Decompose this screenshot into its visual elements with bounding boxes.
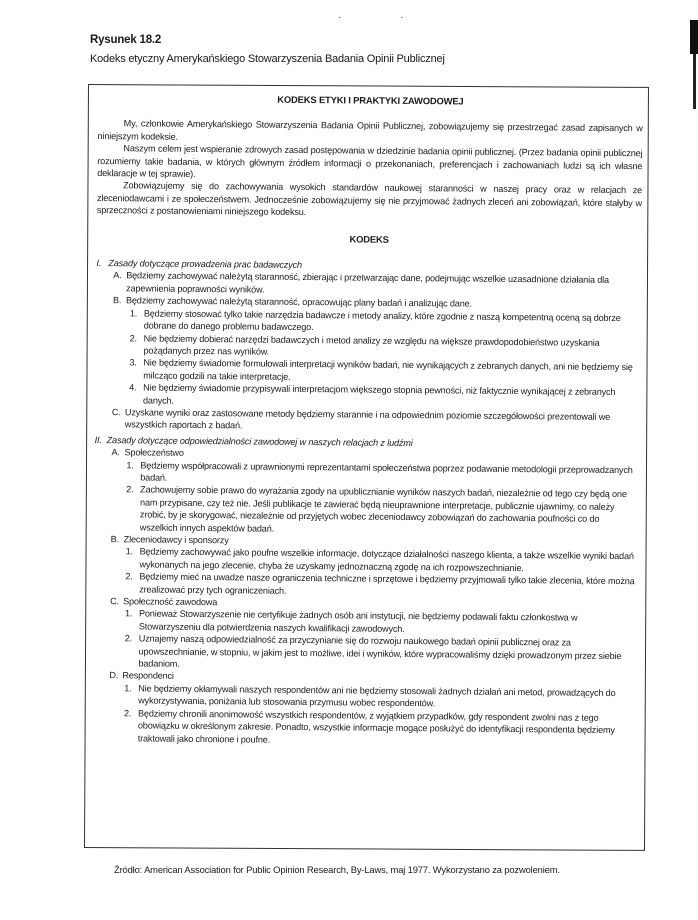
group-marker: A.: [111, 447, 120, 458]
subitem-text: Będziemy współpracowali z uprawnionymi reprezentantami społeczeństwa poprzez podawanie metodologii przeprowadzanych badań.: [140, 459, 633, 483]
subitem-marker: 1.: [129, 308, 138, 319]
subitem-marker: 2.: [124, 633, 133, 644]
item-marker: B.: [112, 295, 122, 306]
intro-paragraph: Naszym celem jest wspieranie zdrowych zasad postępowania w dziedzinie badania opinii publicznej. (Przez badania opinii publicznej rozumiemy takie badania, w których głównym źródłem informacji o przekonaniach, preferencjach i zachowaniach ludzi są ich własne deklaracje w tej sprawie).: [97, 143, 643, 179]
figure-label: Rysunek 18.2: [90, 34, 162, 46]
subitem-marker: 2.: [126, 484, 134, 495]
subitem-text: Zachowujemy sobie prawo do wyrażania zgody na upublicznianie wyników naszych badań, niezależnie od tego czy będą one nam przypisane, czy też nie. Jeśli publikacje te zawierać będą nieuprawnione interpretacje, publicznie ujawnimy, co należy zrobić, by je skorygować, niezależnie od przyjętych wobec zleceniodawcy zobowiązań do zachowania poufności co do wszelkich innych aspektów badań.: [139, 484, 627, 534]
figure-title: Kodeks etyczny Amerykańskiego Stowarzyszenia Badania Opinii Publicznej: [90, 53, 445, 65]
subitem-text: Będziemy mieć na uwadze nasze ograniczenia techniczne i sprzętowe i będziemy przyjmowali tylko takie zlecenia, które można zrealizować przy tych ograniczeniach.: [139, 571, 635, 596]
group-marker: B.: [110, 534, 120, 545]
group-title: Społeczność zawodowa: [123, 596, 218, 608]
code-subitem: [92, 707, 637, 749]
section-number: II.: [94, 434, 102, 445]
item-text: Będziemy zachowywać należytą staranność, opracowując plany badań i analizując dane.: [125, 295, 472, 309]
subitem-text: Będziemy zachowywać jako poufne wszelkie informacje, dotyczące działalności naszego klienta, a także wszelkie wyniki badań wykonanych na jego zlecenie, chyba że uzyskamy jednoznaczną zgodę na ich rozpowszechnianie.: [139, 546, 634, 573]
subitem-text: Uznajemy naszą odpowiedzialność za przyczynianie się do rozwoju naukowego badań opinii publicznej oraz za upowszechnianie, w stopniu, w jakim jest to możliwe, idei i wyników, które wypracowaliśmy dzięki prowadzonym przez siebie badaniom.: [138, 633, 622, 669]
item-text: Będziemy zachowywać należytą staranność, zbierając i przetwarzając dane, podejmując wszelkie uzasadnione działania dla zapewnienia poprawności wyników.: [126, 270, 609, 295]
item-marker: A.: [113, 270, 122, 281]
code-item: [95, 406, 640, 436]
subitem-marker: 2.: [123, 707, 132, 719]
page-edge-mark: [690, 20, 698, 54]
subitem-text: Nie będziemy dobierać narzędzi badawczych i metod analizy ze względu na większe prawdopodobieństwo uzyskania pożądanych przez nas wyników.: [143, 332, 600, 357]
source-note: Źródło: American Association for Public Opinion Research, By-Laws, maj 1977. Wykorzystano za pozwoleniem.: [114, 864, 560, 875]
subitem-marker: 2.: [129, 332, 137, 343]
intro-paragraph: Zobowiązujemy się do zachowywania wysokich standardów naukowej staranności w naszej pracy oraz w relacjach ze zleceniodawcami i ze społeczeństwem. Jednocześnie zobowiązujemy się nie przyjmować żadnych zleceń ani zobowiązań, które stałyby w sprzeczności z postanowieniami niniejszego kodeksu.: [96, 180, 643, 218]
subitem-text: Nie będziemy okłamywali naszych respondentów ani nie będziemy stosowali żadnych działań ani metod, prowadzących do wykorzystywania, poniżania lub stosowania przymusu wobec respondentów.: [138, 683, 616, 709]
subitem-text: Będziemy stosować tylko takie narzędzia badawcze i metody analizy, które zgodnie z naszą kompetentną oceną są dobrze dobrane do danego problemu badawczego.: [143, 308, 621, 333]
section-title: Zasady dotyczące prowadzenia prac badawczych: [108, 258, 302, 271]
section-number: I.: [96, 258, 102, 269]
subitem-text: Będziemy chronili anonimowość wszystkich respondentów, z wyjątkiem przypadków, gdy respondent zwolni nas z tego obowiązku w określonym zakresie. Ponadto, wszystkie informacje mogące posłużyć do identyfikacji respondenta będziemy traktowali jako chronione i poufne.: [137, 708, 615, 745]
code-subitem: [92, 632, 637, 674]
group-marker: D.: [109, 670, 119, 681]
subitem-marker: 2.: [125, 571, 133, 582]
code-box: [92, 92, 643, 749]
code-heading: KODEKS: [349, 233, 389, 245]
group-title: Respondenci: [122, 670, 174, 682]
group-title: Społeczeństwo: [124, 447, 184, 458]
subitem-marker: 1.: [124, 608, 133, 619]
subitem-marker: 4.: [129, 382, 137, 393]
code-box-heading: KODEKS ETYKI I PRAKTYKI ZAWODOWEJ: [277, 93, 464, 107]
group-marker: C.: [110, 596, 119, 607]
subitem-marker: 1.: [124, 683, 132, 694]
subitem-marker: 1.: [125, 546, 133, 557]
item-marker: C.: [111, 407, 121, 418]
item-text: Uzyskane wyniki oraz zastosowane metody będziemy starannie i na odpowiednim poziomie szczegółowości prezentowali we wszystkich raportach z badań.: [124, 407, 611, 431]
subitem-marker: 3.: [129, 357, 137, 368]
subitem-text: Nie będziemy świadomie przypisywali interpretacjom większego stopnia pewności, niż faktycznie wynikającej z zebranych danych.: [142, 382, 616, 406]
subitem-text: Nie będziemy świadomie formułowali interpretacji wyników badań, nie wynikających z zebranych danych, ani nie będziemy się milcząco godzili na takie interpretacje.: [143, 357, 633, 382]
intro-paragraph: My, członkowie Amerykańskiego Stowarzyszenia Badania Opinii Publicznej, zobowiązujemy się przestrzegać zasad zapisanych w niniejszym kodeksie.: [97, 118, 643, 142]
scan-marks: · ·: [338, 12, 432, 23]
code-subitem: [94, 483, 639, 538]
page-edge-mark-lower: [693, 54, 696, 109]
subitem-marker: 1.: [126, 459, 134, 470]
section-title: Zasady dotyczące odpowiedzialności zawodowej w naszych relacjach z ludźmi: [106, 434, 413, 448]
subitem-text: Ponieważ Stowarzyszenie nie certyfikuje żadnych osób ani instytucji, nie będziemy podawali faktu członkostwa w Stowarzyszeniu dla potwierdzenia naszych kwalifikacji zawodowych.: [138, 608, 578, 634]
group-title: Zleceniodawcy i sponsorzy: [123, 534, 229, 546]
